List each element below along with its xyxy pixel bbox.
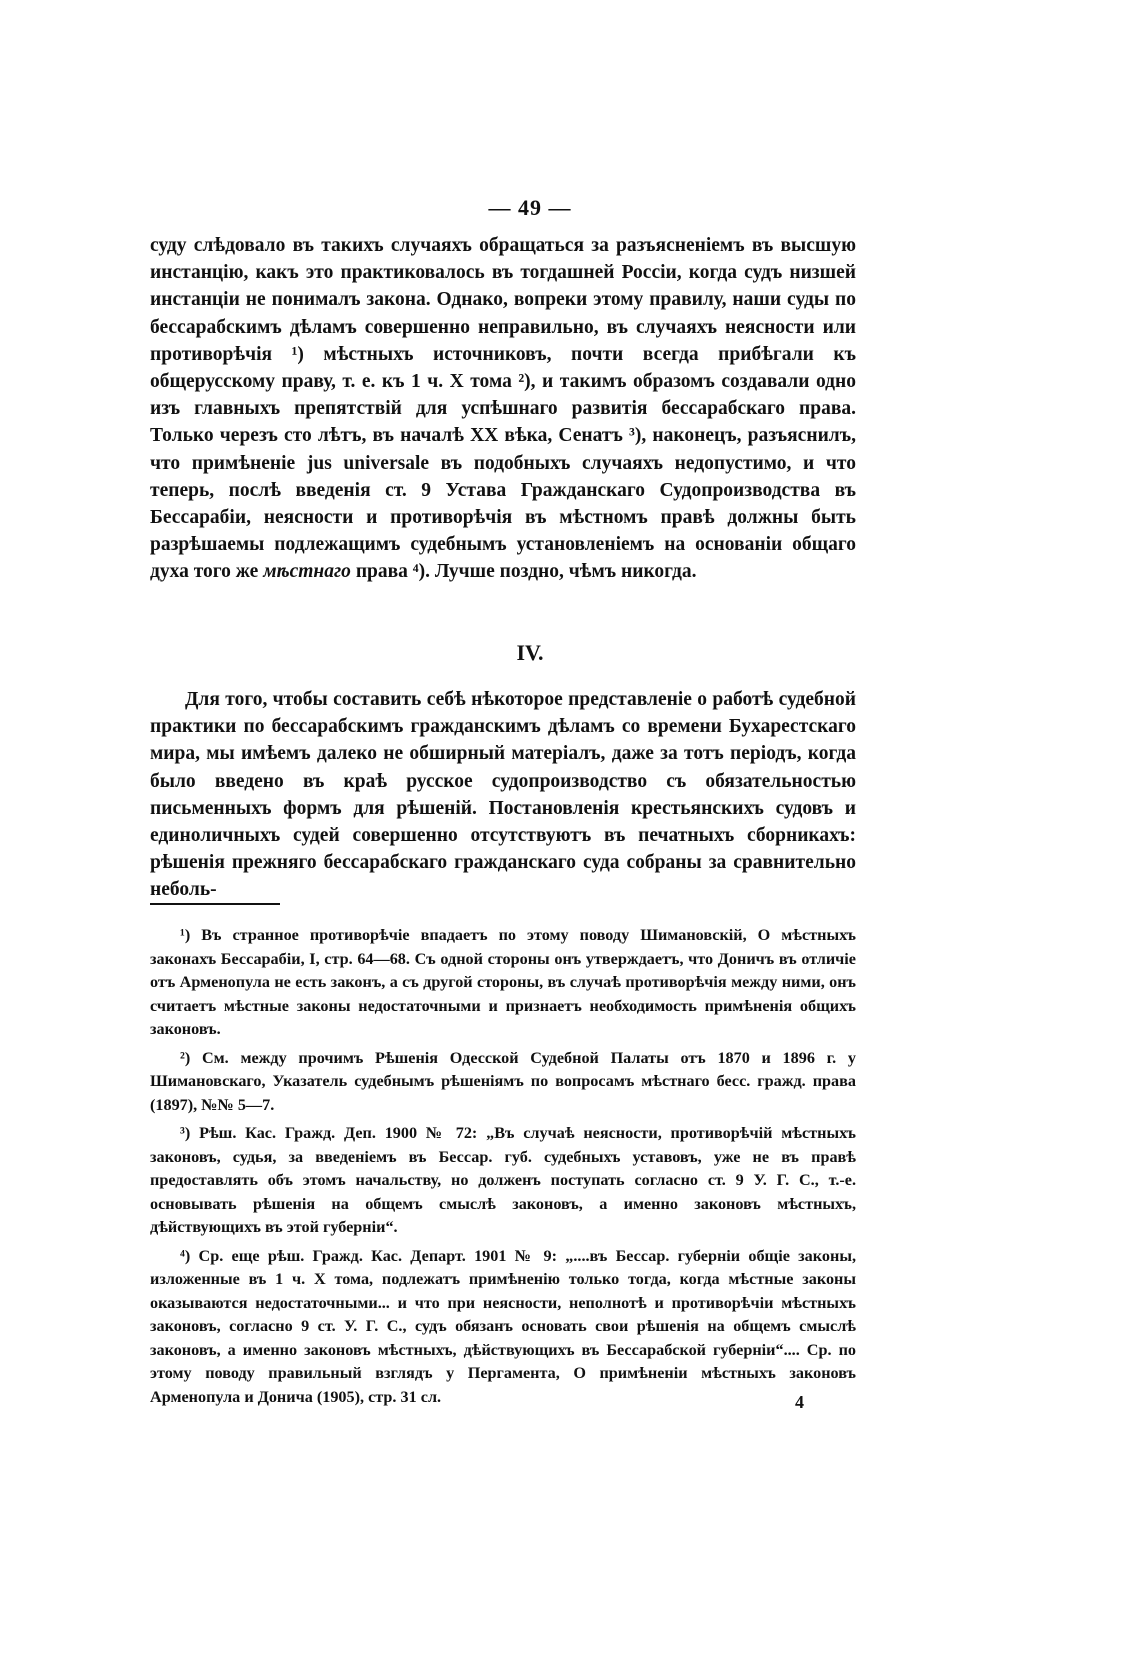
footnote-1	[150, 924, 856, 1042]
paragraph-1-end: права ⁴). Лучше поздно, чѣмъ никогда.	[350, 561, 697, 583]
paragraph-section-iv: Для того, чтобы составить себѣ нѣкоторое представленіе о работѣ судебной практики по бессарабскимъ гражданскимъ дѣламъ со времени Бухарестскаго мира, мы имѣемъ далеко не обширный матеріалъ, даже за тотъ періодъ, когда было введено въ краѣ русское судопроизводство съ обязательностью письменныхъ формъ для рѣшеній. Постановленія крестьянскихъ судовъ и единоличныхъ судей совершенно отсутствуютъ въ печатныхъ сборникахъ: рѣшенія прежняго бессарабскаго гражданскаго суда собраны за сравнительно неболь-	[150, 689, 856, 901]
footnote-4	[150, 1245, 856, 1410]
footnote-3	[150, 1122, 856, 1240]
footnote-mark: ²)	[180, 1048, 191, 1067]
footnote-text: Ср. еще рѣш. Гражд. Кас. Департ. 1901 № 9: „....въ Бессар. губерніи общіе законы, изложенные въ 1 ч. X тома, подлежатъ примѣненію только тогда, когда мѣстные законы оказываются недостаточными... и что при неясности, неполнотѣ и противорѣчіи мѣстныхъ законовъ, согласно 9 ст. У. Г. С., судъ обязанъ основать свои рѣшенія на общемъ смыслѣ законовъ, а именно законовъ мѣстныхъ, дѣйствующихъ въ Бессарабской губерніи“.... Ср. по этому поводу правильный взглядъ у Пергамента, О примѣненіи мѣстныхъ законовъ Арменопула и Донича (1905), стр. 31 сл.	[150, 1246, 856, 1406]
signature-mark: 4	[795, 1392, 804, 1412]
paragraph-1-text: суду слѣдовало въ такихъ случаяхъ обращаться за разъясненіемъ въ высшую инстанцію, какъ это практиковалось въ тогдашней Россіи, когда судъ низшей инстанціи не понималъ закона. Однако, вопреки этому правилу, наши суды по бессарабскимъ дѣламъ совершенно неправильно, въ случаяхъ неясности или противорѣчія ¹) мѣстныхъ источниковъ, почти всегда прибѣгали къ общерусскому праву, т. е. къ 1 ч. X тома ²), и такимъ образомъ создавали одно изъ главныхъ препятствій для успѣшнаго развитія бессарабскаго права. Только черезъ сто лѣтъ, въ началѣ XX вѣка, Сенатъ ³), наконецъ, разъяснилъ, что примѣненіе jus universale въ подобныхъ случаяхъ недопустимо, и что теперь, послѣ введенія ст. 9 Устава Гражданскаго Судопроизводства въ Бессарабіи, неясности и противорѣчія въ мѣстномъ правѣ должны быть разрѣшаемы подлежащимъ судебнымъ установленіемъ на основаніи общаго духа того же	[150, 235, 856, 583]
footnote-separator	[150, 903, 280, 905]
section-heading: IV.	[516, 640, 544, 665]
footnote-mark: ⁴)	[180, 1246, 191, 1265]
footnote-text: Рѣш. Кас. Гражд. Деп. 1900 № 72: „Въ случаѣ неясности, противорѣчій мѣстныхъ законовъ, судья, за введеніемъ въ Бессар. губ. судебныхъ уставовъ, уже не въ правѣ предоставлять объ этомъ начальству, но долженъ поступать согласно ст. 9 У. Г. С., т.-е. основывать рѣшенія на общемъ смыслѣ законовъ, а именно законовъ мѣстныхъ, дѣйствующихъ въ этой губерніи“.	[150, 1124, 856, 1236]
footnotes	[150, 924, 856, 1414]
footnote-text: См. между прочимъ Рѣшенія Одесской Судебной Палаты отъ 1870 и 1896 г. у Шимановскаго, Указатель судебнымъ рѣшеніямъ по вопросамъ мѣстнаго бесс. гражд. права (1897), №№ 5—7.	[150, 1048, 857, 1114]
paragraph-1-italic: мѣстнаго	[263, 561, 351, 583]
footnote-mark: ¹)	[180, 926, 191, 944]
footnote-mark: ³)	[180, 1124, 191, 1142]
footnote-2	[150, 1047, 856, 1118]
page-number: — 49 —	[488, 195, 572, 220]
paragraph-continuation	[150, 232, 856, 586]
footnote-text: Въ странное противорѣчіе впадаетъ по этому поводу Шимановскій, О мѣстныхъ законахъ Бессарабіи, I, стр. 64—68. Съ одной стороны онъ утверждаетъ, что Доничъ въ отличіе отъ Арменопула не есть законъ, а съ другой стороны, въ случаѣ противорѣчія между ними, онъ считаетъ мѣстные законы недостаточными и признаетъ необходимость примѣненія общихъ законовъ.	[150, 926, 856, 1038]
